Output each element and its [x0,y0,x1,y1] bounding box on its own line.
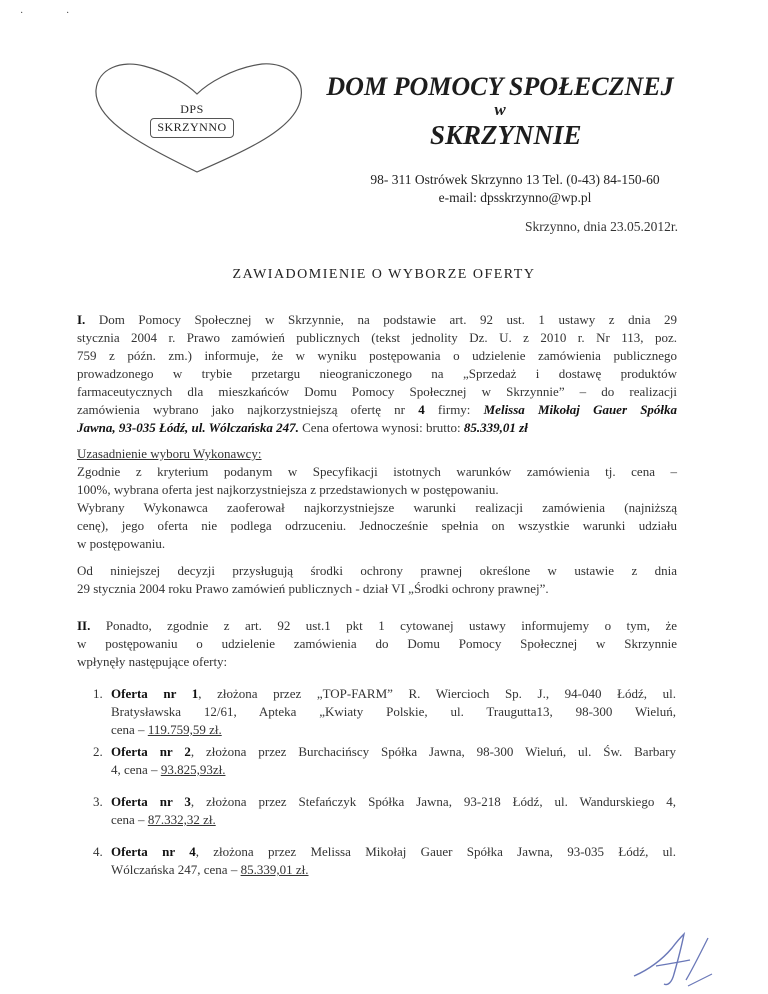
offer-price: 85.339,01 zł. [240,862,309,877]
section-1-line: prowadzonego w trybie przetargu nieograniczonego na „Sprzedaż i dostawę produktów [77,366,677,381]
email-line: e-mail: dpsskrzynno@wp.pl [438,190,592,205]
offer-number: 2. [93,744,103,759]
offer-number: 4. [93,844,103,859]
price-label: Cena ofertowa wynosi: brutto: [302,420,461,435]
scan-speck: · [20,8,24,19]
offer-number: 3. [93,794,103,809]
logo-line-dps: DPS [180,102,204,116]
offer-label: Oferta nr 3 [111,794,191,809]
offer-number: 1. [93,686,103,701]
offer-line: , złożona przez Stefańczyk Spółka Jawna, 93-218 Łódź, ul. Wandurskiego 4, [190,794,676,809]
offer-price-prefix: 4, cena – [111,762,161,777]
section-1-line: Dom Pomocy Społecznej w Skrzynnie, na podstawie art. 92 ust. 1 ustawy z dnia 29 [98,312,678,327]
section-1-line: zamówienia wybrano jako najkorzystniejszą ofertę nr [77,402,406,417]
offer-label: Oferta nr 4 [111,844,196,859]
logo-line-skrzynno: SKRZYNNO [157,120,227,134]
offer-price: 119.759,59 zł. [147,722,222,737]
appeal-notice [77,562,677,598]
section-2 [77,617,677,671]
offer-line: Bratysławska 12/61, Apteka „Kwiaty Polskie, ul. Traugutta13, 98-300 Wieluń, [111,704,676,719]
section-2-line: w postępowaniu o udzielenie zamówienia do Domu Pomocy Społecznej w Skrzynnie [77,636,677,651]
section-2-line: Ponadto, zgodnie z art. 92 ust.1 pkt 1 cytowanej ustawy informujemy o tym, że [105,618,678,633]
offer-price-prefix: Wólczańska 247, cena – [111,862,241,877]
institution-title: DOM POMOCY SPOŁECZNEJ [326,72,674,101]
appeal-line: 29 stycznia 2004 roku Prawo zamówień publicznych - dział VI „Środki ochrony prawnej”. [77,581,549,596]
offer-item [93,843,676,879]
section-1-firm-label: firmy: [437,402,471,417]
offer-line: , złożona przez „TOP-FARM” R. Wiercioch Sp. J., 94-040 Łódź, ul. [198,686,676,701]
offer-label: Oferta nr 1 [111,686,199,701]
justification-line: Zgodnie z kryterium podanym w Specyfikacji istotnych warunków zamówienia tj. cena – [77,464,677,479]
offer-price-prefix: cena – [111,812,148,827]
institution-title-place: SKRZYNNIE [430,120,582,150]
justification-line: cenę), jego oferta nie podlega odrzuceniu. Jednocześnie spełnia on wszystkie warunki udziału [77,518,677,533]
offer-label: Oferta nr 2 [111,744,191,759]
offer-item [93,685,676,739]
justification-line: Wybrany Wykonawca zaoferował najkorzystniejsze warunki realizacji zamówienia (najniższą [77,500,677,515]
section-2-line: wpłynęły następujące oferty: [77,654,228,669]
scan-speck: · [66,8,70,19]
selected-company: Melissa Mikołaj Gauer Spółka [483,402,678,417]
appeal-line: Od niniejszej decyzji przysługują środki ochrony prawnej określone w ustawie z dnia [77,563,677,578]
offer-line: , złożona przez Burchacińscy Spółka Jawna, 98-300 Wieluń, ul. Św. Barbary [190,744,676,759]
section-2-number: II. [77,618,91,633]
offer-item [93,743,676,779]
signature-icon [628,930,718,990]
section-1-line: farmaceutycznych dla mieszkańców Domu Pomocy Społecznej w Skrzynnie” – do realizacji [77,384,677,399]
address-line: 98- 311 Ostrówek Skrzynno 13 Tel. (0-43) 84-150-60 [370,172,660,187]
document-heading: ZAWIADOMIENIE O WYBORZE OFERTY [232,267,536,282]
offer-price-prefix: cena – [111,722,148,737]
justification-heading: Uzasadnienie wyboru Wykonawcy: [77,446,262,461]
offer-item [93,793,676,829]
section-1-number: I. [77,312,86,327]
selected-price: 85.339,01 zł [463,420,528,435]
section-1-line: 759 z późn. zm.) informuje, że w wyniku postępowania o udzielenie zamówienia publicznego [77,348,677,363]
offer-price: 87.332,32 zł. [147,812,216,827]
justification [77,445,677,553]
document-date: Skrzynno, dnia 23.05.2012r. [525,219,678,234]
dps-logo [82,60,322,180]
offer-line: , złożona przez Melissa Mikołaj Gauer Spółka Jawna, 93-035 Łódź, ul. [195,844,676,859]
section-1 [77,311,677,437]
selected-offer-number: 4 [418,402,425,417]
section-1-line: stycznia 2004 r. Prawo zamówień publicznych (tekst jednolity Dz. U. z 2010 r. Nr 113, poz. [77,330,677,345]
justification-line: w postępowaniu. [77,536,166,551]
offer-price: 93.825,93zł. [160,762,226,777]
justification-line: 100%, wybrana oferta jest najkorzystniejsza z przedstawionych w postępowaniu. [77,482,499,497]
institution-title-w: w [494,100,506,119]
selected-company-address: Jawna, 93-035 Łódź, ul. Wólczańska 247. [77,420,299,435]
